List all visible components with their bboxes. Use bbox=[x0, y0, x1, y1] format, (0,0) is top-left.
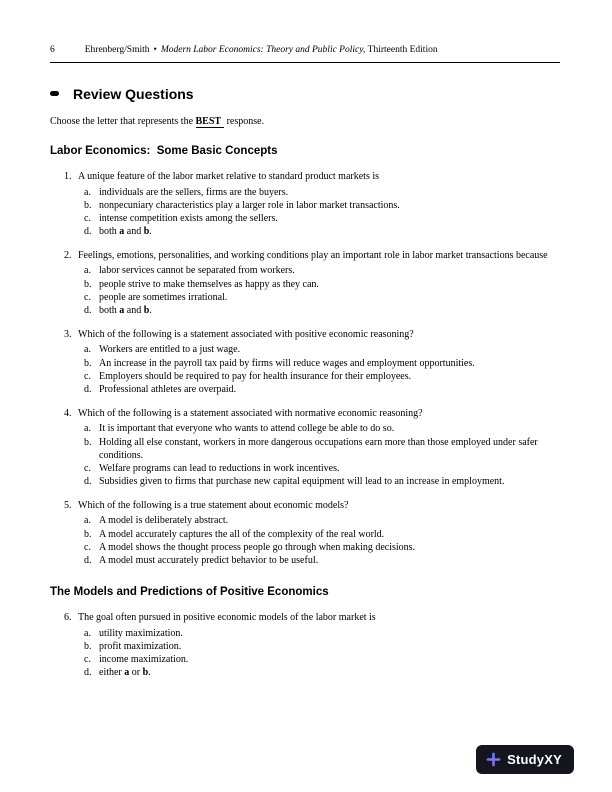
choice-text: both a and b. bbox=[99, 305, 152, 317]
choice-text: intense competition exists among the sellers. bbox=[99, 212, 278, 224]
choice-text: Employers should be required to pay for health insurance for their employees. bbox=[99, 370, 412, 382]
logo-brand-primary: Study bbox=[507, 751, 545, 767]
choice-text: both a and b. bbox=[99, 226, 152, 238]
question-number: 2. bbox=[64, 250, 72, 262]
choice bbox=[84, 212, 560, 225]
choice bbox=[84, 199, 560, 212]
choice bbox=[84, 291, 560, 304]
choice bbox=[84, 357, 560, 370]
choice-label: a. bbox=[84, 265, 91, 277]
choice-text: Workers are entitled to a just wage. bbox=[99, 344, 241, 356]
choice bbox=[84, 186, 560, 199]
choice bbox=[84, 541, 560, 554]
choice-label: d. bbox=[84, 226, 92, 238]
instruction-emphasis: BEST bbox=[196, 116, 225, 128]
bullet-icon bbox=[50, 91, 59, 96]
choice bbox=[84, 225, 560, 238]
choice-text: An increase in the payroll tax paid by firms will reduce wages and employment opportunities. bbox=[99, 357, 475, 369]
choice-text: income maximization. bbox=[99, 653, 189, 665]
choice-label: c. bbox=[84, 291, 91, 303]
choice-label: c. bbox=[84, 541, 91, 553]
plus-icon bbox=[486, 752, 501, 767]
choice-label: d. bbox=[84, 555, 92, 567]
header-book-title: Modern Labor Economics: Theory and Public Policy, bbox=[160, 45, 366, 55]
choice bbox=[84, 383, 560, 396]
choice-text: It is important that everyone who wants to attend college be able to do so. bbox=[99, 423, 395, 435]
question-number: 6. bbox=[64, 612, 72, 624]
page-header bbox=[50, 44, 560, 63]
question-3 bbox=[50, 328, 560, 396]
question-text: Feelings, emotions, personalities, and working conditions play an important role in labor market transactions because bbox=[78, 250, 548, 262]
question-2 bbox=[50, 249, 560, 317]
choice bbox=[84, 627, 560, 640]
question-number: 4. bbox=[64, 408, 72, 420]
choice-text: A model shows the thought process people go through when making decisions. bbox=[99, 541, 416, 553]
choice-text: utility maximization. bbox=[99, 627, 183, 639]
choice bbox=[84, 653, 560, 666]
question-text: The goal often pursued in positive economic models of the labor market is bbox=[78, 612, 376, 624]
choice-label: b. bbox=[84, 436, 92, 448]
header-edition: Thirteenth Edition bbox=[367, 45, 438, 55]
header-separator: • bbox=[153, 45, 157, 55]
choice-label: a. bbox=[84, 423, 91, 435]
choice bbox=[84, 343, 560, 356]
instruction-suffix: response. bbox=[224, 116, 265, 127]
header-authors: Ehrenberg/Smith bbox=[84, 45, 150, 55]
choice-text: A model must accurately predict behavior to be useful. bbox=[99, 555, 319, 567]
choice-text: nonpecuniary characteristics play a larger role in labor market transactions. bbox=[99, 199, 400, 211]
choice-label: b. bbox=[84, 199, 92, 211]
choice bbox=[84, 370, 560, 383]
choice-label: d. bbox=[84, 667, 92, 679]
question-number: 3. bbox=[64, 329, 72, 341]
choice-label: b. bbox=[84, 640, 92, 652]
review-questions-heading bbox=[50, 85, 560, 103]
review-questions-title: Review Questions bbox=[73, 85, 194, 102]
logo-brand-secondary: XY bbox=[544, 751, 562, 767]
choice-text: profit maximization. bbox=[99, 640, 182, 652]
question-text: A unique feature of the labor market relative to standard product markets is bbox=[78, 171, 380, 183]
choice bbox=[84, 436, 560, 462]
question-1 bbox=[50, 170, 560, 238]
choice bbox=[84, 554, 560, 567]
choice bbox=[84, 422, 560, 435]
choice-label: c. bbox=[84, 370, 91, 382]
choice-text: Subsidies given to firms that purchase new capital equipment will lead to an increase in employment. bbox=[99, 476, 505, 488]
choice-text: Welfare programs can lead to reductions in work incentives. bbox=[99, 462, 340, 474]
choice bbox=[84, 528, 560, 541]
choice bbox=[84, 475, 560, 488]
section-heading-positive-economics: The Models and Predictions of Positive Economics bbox=[50, 586, 329, 599]
choice bbox=[84, 666, 560, 679]
choice-text: labor services cannot be separated from workers. bbox=[99, 265, 295, 277]
question-number: 1. bbox=[64, 171, 72, 183]
choice-label: d. bbox=[84, 383, 92, 395]
page-number: 6 bbox=[50, 45, 55, 55]
choice-label: d. bbox=[84, 305, 92, 317]
choice bbox=[84, 640, 560, 653]
choice-label: c. bbox=[84, 462, 91, 474]
choice-label: a. bbox=[84, 627, 91, 639]
choice-text: individuals are the sellers, firms are the buyers. bbox=[99, 186, 289, 198]
choice bbox=[84, 514, 560, 527]
question-text: Which of the following is a statement associated with positive economic reasoning? bbox=[78, 329, 414, 341]
choice bbox=[84, 304, 560, 317]
choice bbox=[84, 264, 560, 277]
question-6 bbox=[50, 611, 560, 679]
choice-label: c. bbox=[84, 212, 91, 224]
choice-label: b. bbox=[84, 357, 92, 369]
choice-label: b. bbox=[84, 528, 92, 540]
question-text: Which of the following is a statement associated with normative economic reasoning? bbox=[78, 408, 423, 420]
choice-text: either a or b. bbox=[99, 667, 151, 679]
choice-text: Holding all else constant, workers in more dangerous occupations earn more than those employed under safer conditions. bbox=[99, 436, 538, 461]
choice-text: Professional athletes are overpaid. bbox=[99, 383, 237, 395]
studyxy-logo bbox=[476, 745, 574, 774]
choice-text: people strive to make themselves as happy as they can. bbox=[99, 278, 319, 290]
question-5 bbox=[50, 499, 560, 567]
choice-label: a. bbox=[84, 515, 91, 527]
choice bbox=[84, 462, 560, 475]
choice-text: A model is deliberately abstract. bbox=[99, 515, 229, 527]
choice-label: a. bbox=[84, 186, 91, 198]
choice-label: d. bbox=[84, 476, 92, 488]
choice bbox=[84, 278, 560, 291]
choice-label: c. bbox=[84, 653, 91, 665]
question-4 bbox=[50, 407, 560, 488]
choice-text: A model accurately captures the all of the complexity of the real world. bbox=[99, 528, 385, 540]
choice-label: b. bbox=[84, 278, 92, 290]
instruction-prefix: Choose the letter that represents the bbox=[50, 116, 196, 127]
instruction-line bbox=[50, 115, 560, 128]
section-heading-basic-concepts: Labor Economics: Some Basic Concepts bbox=[50, 145, 278, 158]
logo-text bbox=[507, 751, 562, 768]
choice-text: people are sometimes irrational. bbox=[99, 291, 228, 303]
choice-label: a. bbox=[84, 344, 91, 356]
question-number: 5. bbox=[64, 500, 72, 512]
question-text: Which of the following is a true statement about economic models? bbox=[78, 500, 349, 512]
